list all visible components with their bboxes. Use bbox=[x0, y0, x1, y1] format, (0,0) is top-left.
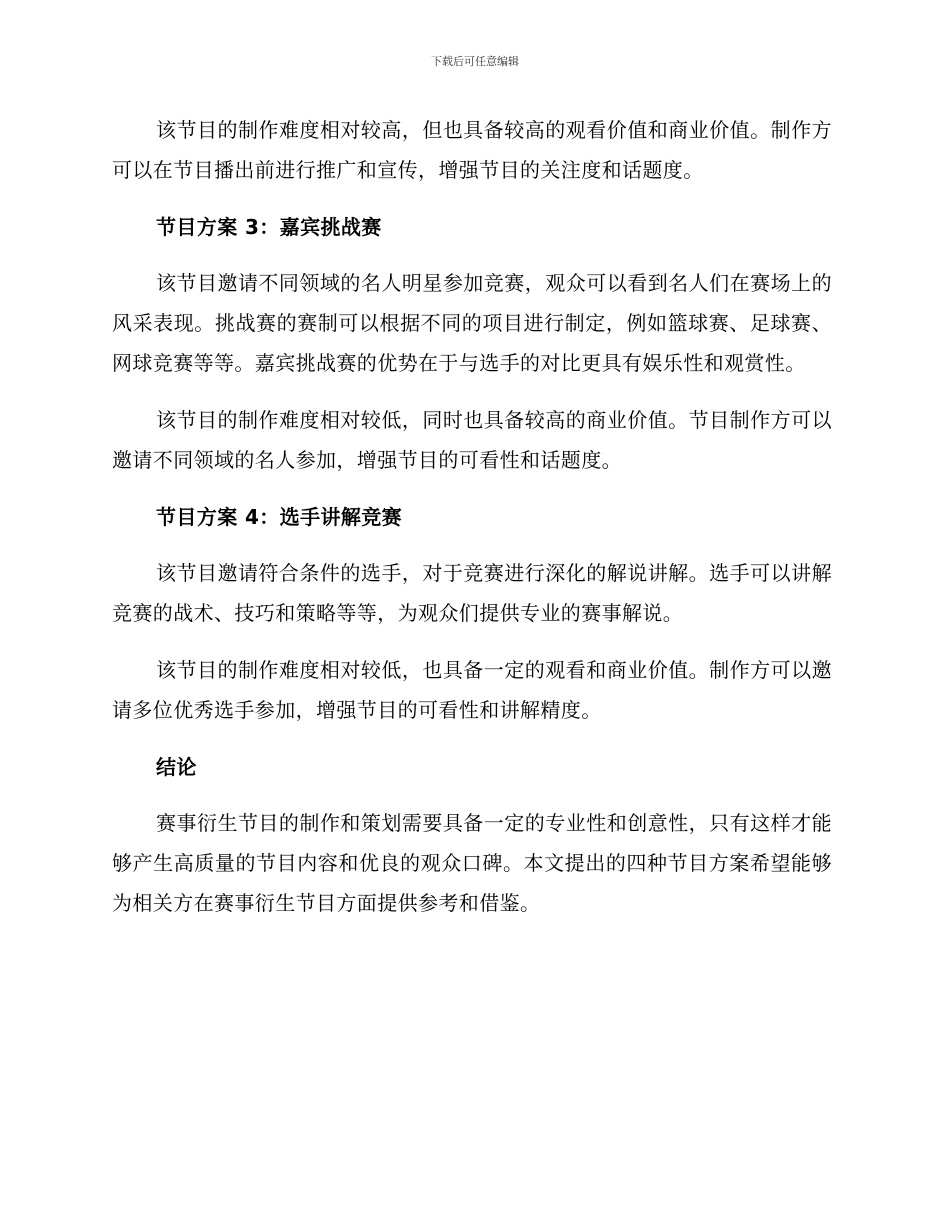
section-heading-plan-3: 节目方案 3：嘉宾挑战赛 bbox=[156, 215, 382, 239]
document-body bbox=[112, 110, 832, 940]
paragraph-production-difficulty-1: 该节目的制作难度相对较高，但也具备较高的观看价值和商业价值。制作方可以在节目播出前进行推广和宣传，增强节目的关注度和话题度。 bbox=[112, 118, 832, 182]
paragraph-guest-challenge: 该节目邀请不同领域的名人明星参加竞赛，观众可以看到名人们在赛场上的风采表现。挑战赛的赛制可以根据不同的项目进行制定，例如篮球赛、足球赛、网球竞赛等等。嘉宾挑战赛的优势在于与选手的对比更具有娱乐性和观赏性。 bbox=[112, 271, 832, 375]
section-heading-conclusion: 结论 bbox=[156, 755, 197, 779]
paragraph-production-difficulty-2: 该节目的制作难度相对较低，同时也具备较高的商业价值。节目制作方可以邀请不同领域的名人参加，增强节目的可看性和话题度。 bbox=[112, 408, 832, 472]
paragraph-player-commentary: 该节目邀请符合条件的选手，对于竞赛进行深化的解说讲解。选手可以讲解竞赛的战术、技巧和策略等等，为观众们提供专业的赛事解说。 bbox=[112, 561, 832, 625]
paragraph-production-difficulty-3: 该节目的制作难度相对较低，也具备一定的观看和商业价值。制作方可以邀请多位优秀选手参加，增强节目的可看性和讲解精度。 bbox=[112, 658, 832, 722]
section-heading-plan-4: 节目方案 4：选手讲解竞赛 bbox=[156, 505, 403, 529]
paragraph-conclusion: 赛事衍生节目的制作和策划需要具备一定的专业性和创意性，只有这样才能够产生高质量的节目内容和优良的观众口碑。本文提出的四种节目方案希望能够为相关方在赛事衍生节目方面提供参考和借鉴。 bbox=[112, 811, 832, 915]
page-header: 下载后可任意编辑 bbox=[431, 55, 519, 68]
